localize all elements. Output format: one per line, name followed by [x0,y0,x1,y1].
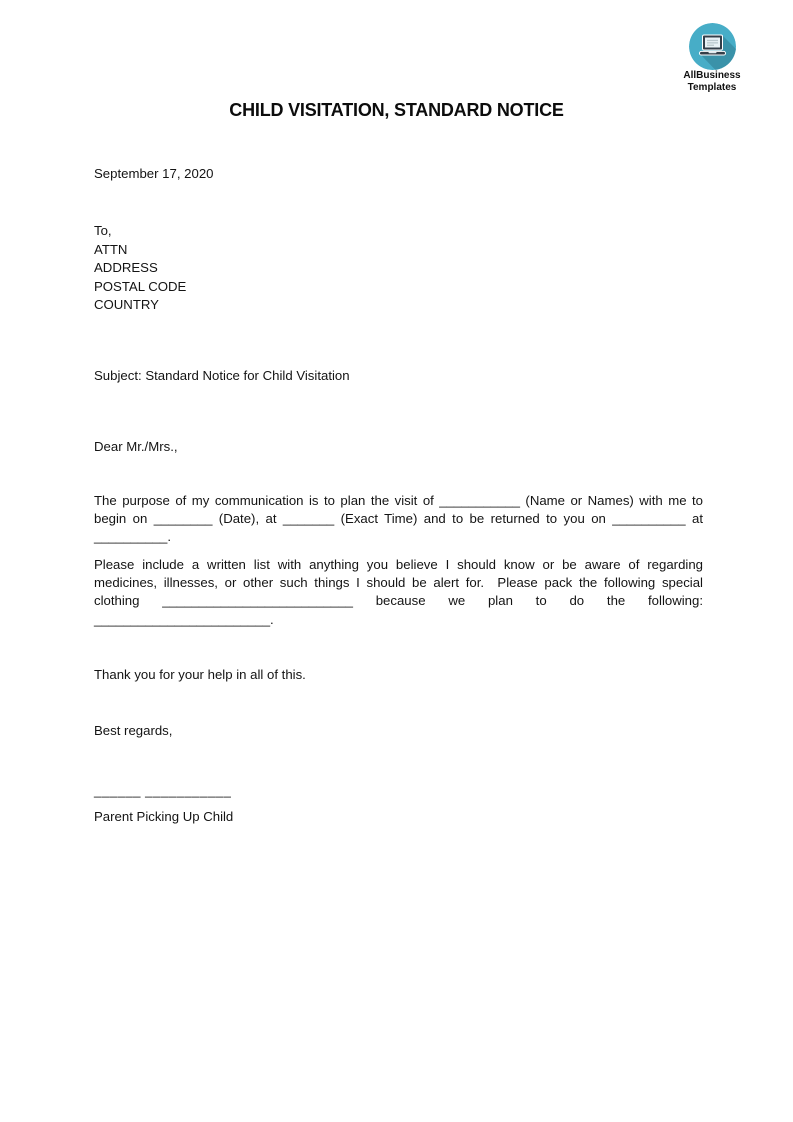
recipient-line-address: ADDRESS [94,260,158,276]
logo-brand-line2: Templates [687,81,737,93]
page-title: CHILD VISITATION, STANDARD NOTICE [229,100,564,120]
allbusiness-logo [664,23,760,93]
signer-role: Parent Picking Up Child [94,809,234,824]
recipient-line-attn: ATTN [94,241,128,257]
signature-blank-line: ______ ___________ [94,783,232,798]
laptop-icon [689,23,736,70]
recipient-line-country: COUNTRY [94,297,159,313]
paragraph-instructions [94,556,703,629]
paragraph-line: ________________________. [94,611,274,627]
paragraph-line: begin on ________ (Date), at _______ (Exact Time) and to be returned to you on __________ at [94,511,703,527]
paragraph-line: __________. [94,529,172,545]
logo-brand-line1: AllBusiness [683,70,741,81]
recipient-block [94,222,703,315]
paragraph-line: Please include a written list with anything you believe I should know or be aware of regarding [94,557,703,572]
salutation: Dear Mr./Mrs., [94,439,178,454]
subject-line: Subject: Standard Notice for Child Visitation [94,368,350,383]
paragraph-line: clothing __________________________ because we plan to do the following: [94,593,703,609]
paragraph-line: The purpose of my communication is to plan the visit of ___________ (Name or Names) with me to [94,493,703,508]
closing-line: Best regards, [94,723,173,738]
paragraph-visit-plan [94,492,703,547]
letter-date: September 17, 2020 [94,166,214,181]
recipient-line-to: To, [94,223,112,238]
recipient-line-postal: POSTAL CODE [94,278,187,294]
thank-you-line: Thank you for your help in all of this. [94,667,306,682]
paragraph-line: medicines, illnesses, or other such things I should be alert for. Please pack the following special [94,575,703,591]
